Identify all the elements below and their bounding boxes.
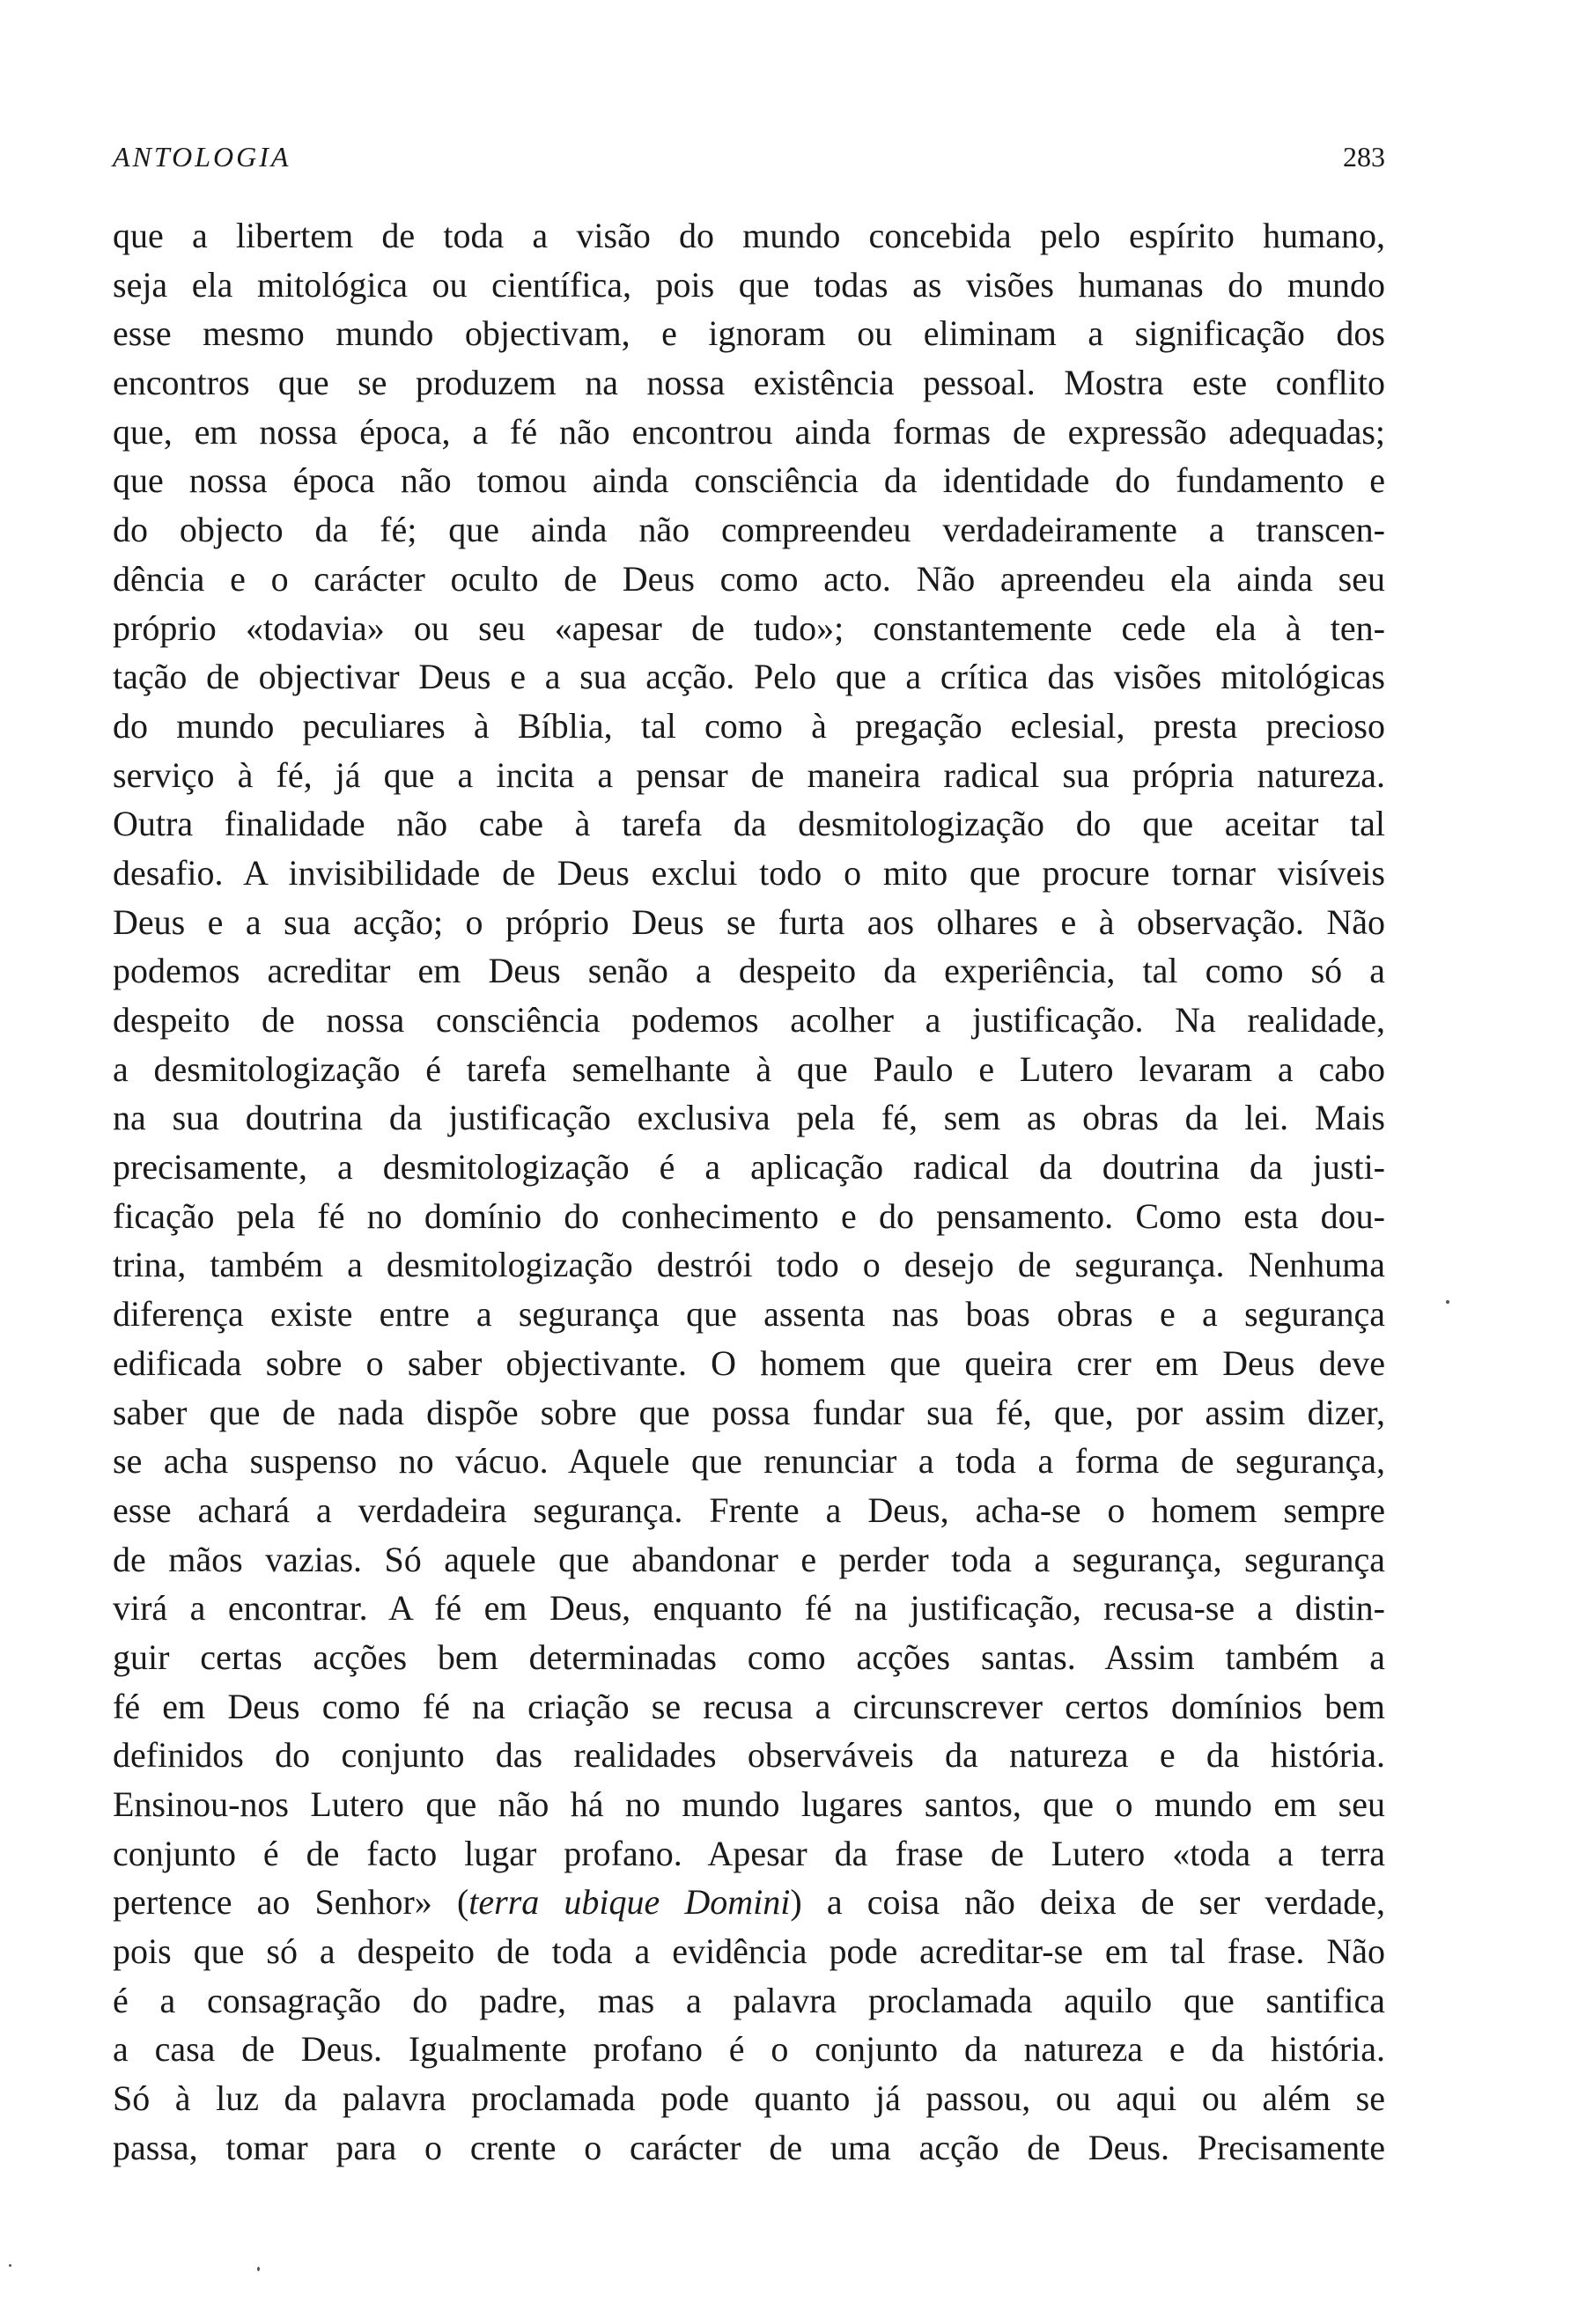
- latin-phrase: terra ubique Domini: [468, 1882, 791, 1923]
- text-line: é a consagração do padre, mas a palavra proclamada aquilo que santifica: [113, 1980, 1385, 2020]
- text-line: tação de objectivar Deus e a sua acção. Pelo que a crítica das visões mitológicas: [113, 657, 1385, 697]
- text-line-with-italic: [113, 1878, 1385, 1927]
- text-line: encontros que se produzem na nossa existência pessoal. Mostra este conflito: [113, 363, 1385, 403]
- text-line: se acha suspenso no vácuo. Aquele que renunciar a toda a forma de segurança,: [113, 1441, 1385, 1482]
- running-head: ANTOLOGIA: [113, 141, 291, 173]
- text-line: de mãos vazias. Só aquele que abandonar e perder toda a segurança, segurança: [113, 1539, 1385, 1579]
- text-line: podemos acreditar em Deus senão a despeito da experiência, tal como só a: [113, 951, 1385, 991]
- text-line: esse achará a verdadeira segurança. Frente a Deus, acha-se o homem sempre: [113, 1489, 1385, 1530]
- text-line: do objecto da fé; que ainda não compreendeu verdadeiramente a transcen-: [113, 510, 1385, 550]
- page-number: 283: [1343, 141, 1385, 173]
- text-line: serviço à fé, já que a incita a pensar de maneira radical sua própria natureza.: [113, 754, 1385, 795]
- text-line: que a libertem de toda a visão do mundo concebida pelo espírito humano,: [113, 216, 1385, 255]
- text-line: a casa de Deus. Igualmente profano é o conjunto da natureza e da história.: [113, 2029, 1385, 2070]
- page-header: [113, 141, 1385, 194]
- text-line: próprio «todavia» ou seu «apesar de tudo»; constantemente cede ela à ten-: [113, 607, 1385, 648]
- text-line: guir certas acções bem determinadas como acções santas. Assim também a: [113, 1636, 1385, 1677]
- text-line: seja ela mitológica ou científica, pois que todas as visões humanas do mundo: [113, 264, 1385, 305]
- text-line: precisamente, a desmitologização é a aplicação radical da doutrina da justi-: [113, 1147, 1385, 1188]
- text-segment: ) a coisa não deixa de ser verdade,: [790, 1882, 1386, 1923]
- text-line: ficação pela fé no domínio do conhecimento e do pensamento. Como esta dou-: [113, 1195, 1385, 1236]
- text-line: que, em nossa época, a fé não encontrou ainda formas de expressão adequadas;: [113, 411, 1385, 452]
- text-line: diferença existe entre a segurança que assenta nas boas obras e a segurança: [113, 1294, 1385, 1335]
- text-line: edificada sobre o saber objectivante. O homem que queira crer em Deus deve: [113, 1342, 1385, 1383]
- text-line: do mundo peculiares à Bíblia, tal como à pregação eclesial, presta precioso: [113, 705, 1385, 746]
- scan-speck: [9, 2264, 11, 2267]
- text-line: Ensinou-nos Lutero que não há no mundo lugares santos, que o mundo em seu: [113, 1784, 1385, 1824]
- text-line: virá a encontrar. A fé em Deus, enquanto fé na justificação, recusa-se a distin-: [113, 1588, 1385, 1629]
- text-line: na sua doutrina da justificação exclusiva pela fé, sem as obras da lei. Mais: [113, 1098, 1385, 1138]
- text-line: definidos do conjunto das realidades observáveis da natureza e da história.: [113, 1735, 1385, 1776]
- text-line: Só à luz da palavra proclamada pode quanto já passou, ou aqui ou além se: [113, 2078, 1385, 2119]
- text-line: que nossa época não tomou ainda consciência da identidade do fundamento e: [113, 460, 1385, 501]
- text-line: desafio. A invisibilidade de Deus exclui todo o mito que procure tornar visíveis: [113, 852, 1385, 893]
- scan-speck: [1446, 1300, 1449, 1304]
- text-line: despeito de nossa consciência podemos acolher a justificação. Na realidade,: [113, 1000, 1385, 1040]
- text-line: conjunto é de facto lugar profano. Apesar da frase de Lutero «toda a terra: [113, 1833, 1385, 1873]
- text-line: Deus e a sua acção; o próprio Deus se furta aos olhares e à observação. Não: [113, 901, 1385, 942]
- text-line: trina, também a desmitologização destrói todo o desejo de segurança. Nenhuma: [113, 1245, 1385, 1285]
- body-text: [113, 211, 1385, 2173]
- text-line: saber que de nada dispõe sobre que possa fundar sua fé, que, por assim dizer,: [113, 1392, 1385, 1432]
- text-line: fé em Deus como fé na criação se recusa a circunscrever certos domínios bem: [113, 1686, 1385, 1726]
- text-line: a desmitologização é tarefa semelhante à que Paulo e Lutero levaram a cabo: [113, 1048, 1385, 1089]
- text-segment: pertence ao Senhor» (: [113, 1882, 469, 1923]
- text-line: Outra finalidade não cabe à tarefa da desmitologização do que aceitar tal: [113, 804, 1385, 844]
- text-line: esse mesmo mundo objectivam, e ignoram ou eliminam a significação dos: [113, 313, 1385, 354]
- text-line: pois que só a despeito de toda a evidência pode acreditar-se em tal frase. Não: [113, 1931, 1385, 1972]
- text-line: dência e o carácter oculto de Deus como acto. Não apreendeu ela ainda seu: [113, 558, 1385, 599]
- text-line: passa, tomar para o crente o carácter de uma acção de Deus. Precisamente: [113, 2127, 1385, 2167]
- scan-speck: [257, 2267, 260, 2271]
